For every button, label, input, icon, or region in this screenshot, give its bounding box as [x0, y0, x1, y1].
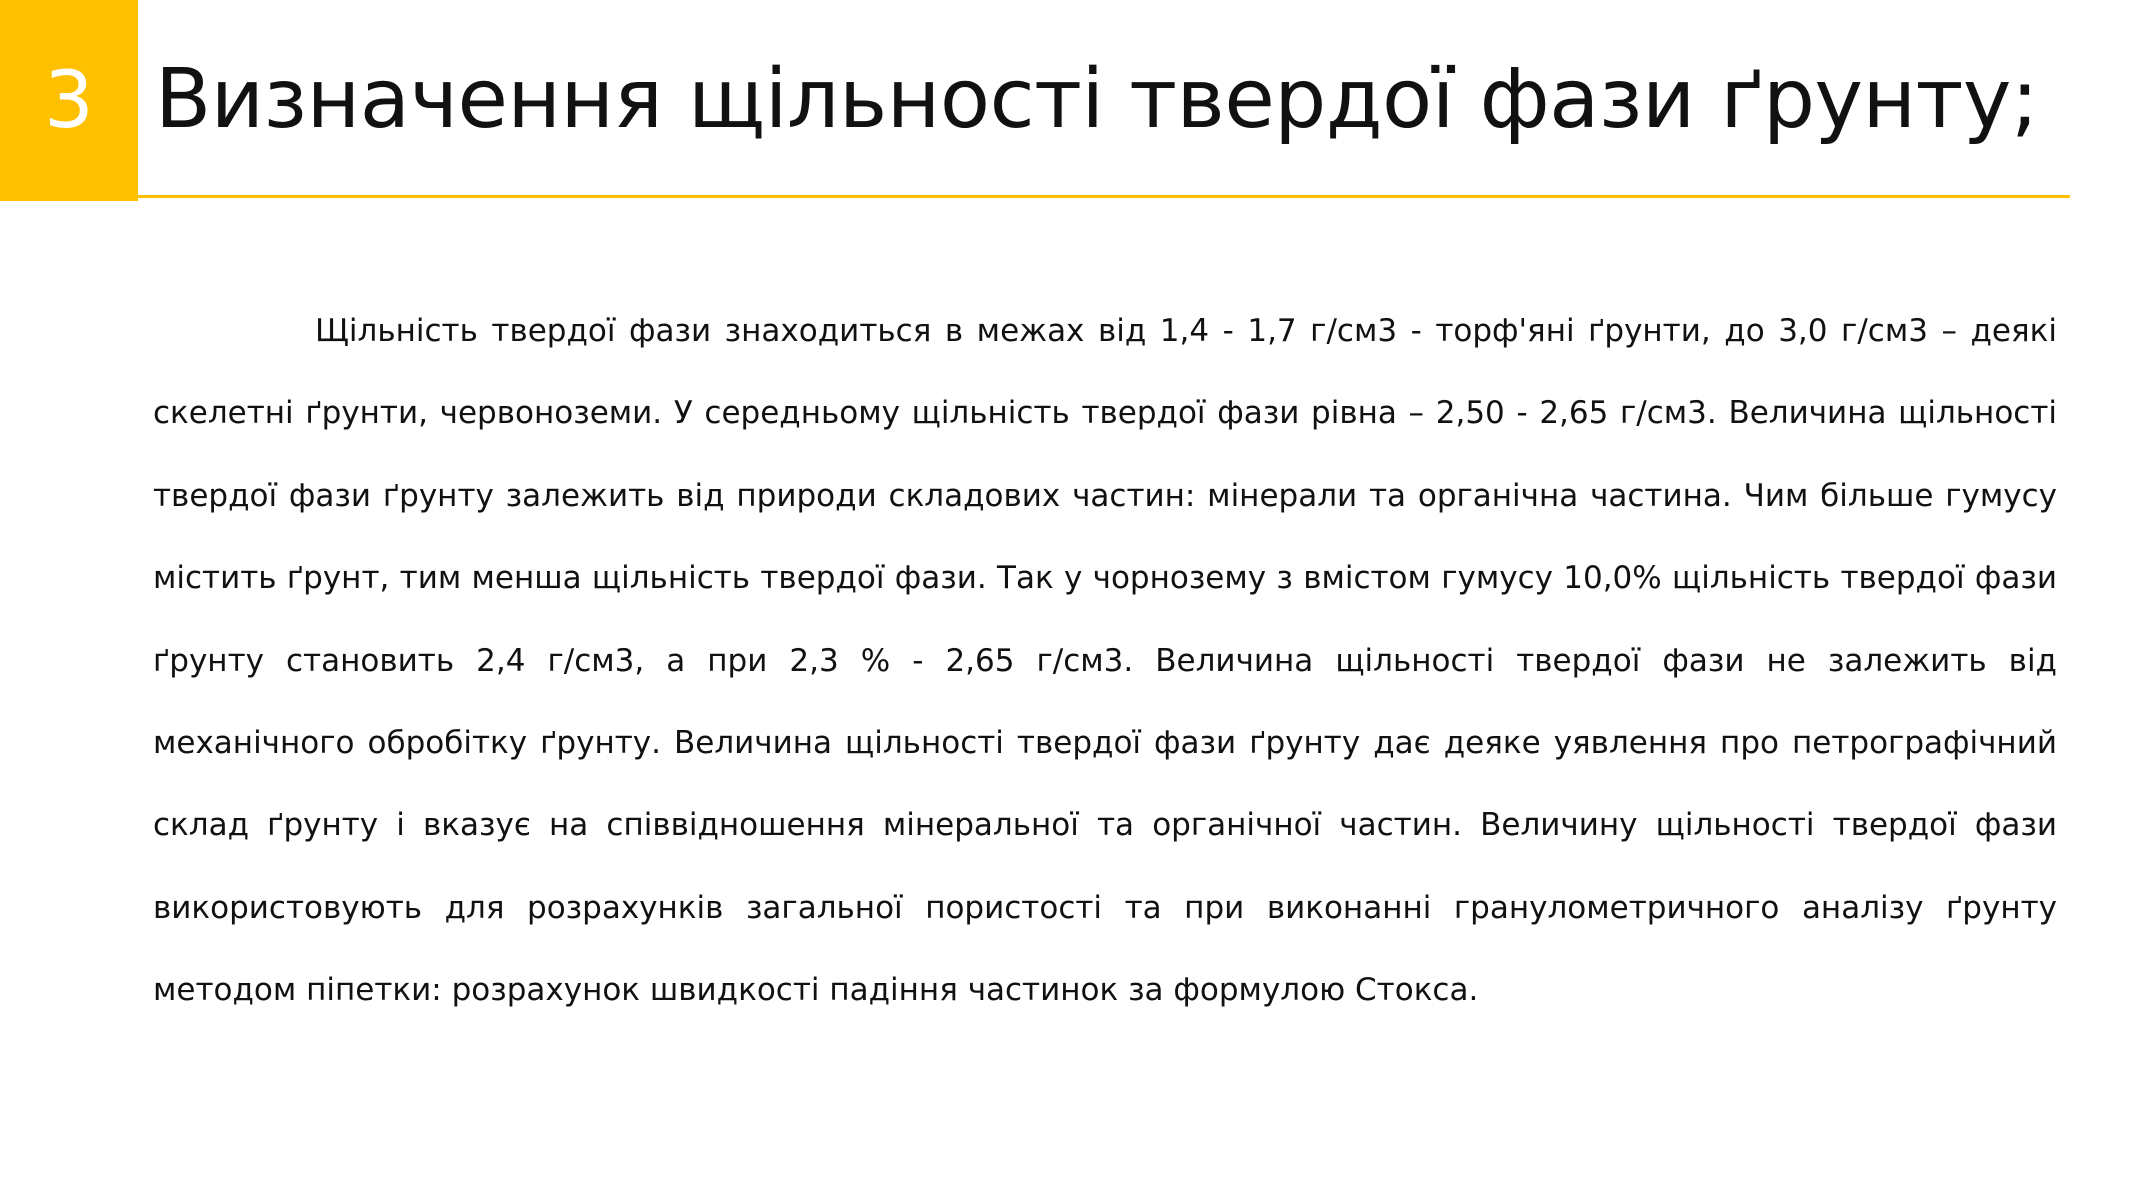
- slide-body-paragraph: Щільність твердої фази знаходиться в межах від 1,4 - 1,7 г/см3 - торф'яні ґрунти, до 3,0 г/см3 – деякі скелетні ґрунти, червоноземи. У середньому щільність твердої фази рівна – 2,50 - 2,65 г/см3. Величина щільності твердої фази ґрунту залежить від природи складових частин: мінерали та органічна частина. Чим більше гумусу містить ґрунт, тим менша щільність твердої фази. Так у чорнозему з вмістом гумусу 10,0% щільність твердої фази ґрунту становить 2,4 г/см3, а при 2,3 % - 2,65 г/см3. Величина щільності твердої фази не залежить від механічного обробітку ґрунту. Величина щільності твердої фази ґрунту дає деяке уявлення про петрографічний склад ґрунту і вказує на співвідношення мінеральної та органічної частин. Величину щільності твердої фази використовують для розрахунків загальної пористості та при виконанні гранулометричного аналізу ґрунту методом піпетки: розрахунок швидкості падіння частинок за формулою Стокса.: [153, 313, 2057, 1009]
- slide-number: 3: [44, 55, 94, 146]
- slide-title: Визначення щільності твердої фази ґрунту;: [155, 52, 2039, 147]
- slide-number-badge: [0, 0, 138, 201]
- title-underline-divider: [138, 195, 2070, 198]
